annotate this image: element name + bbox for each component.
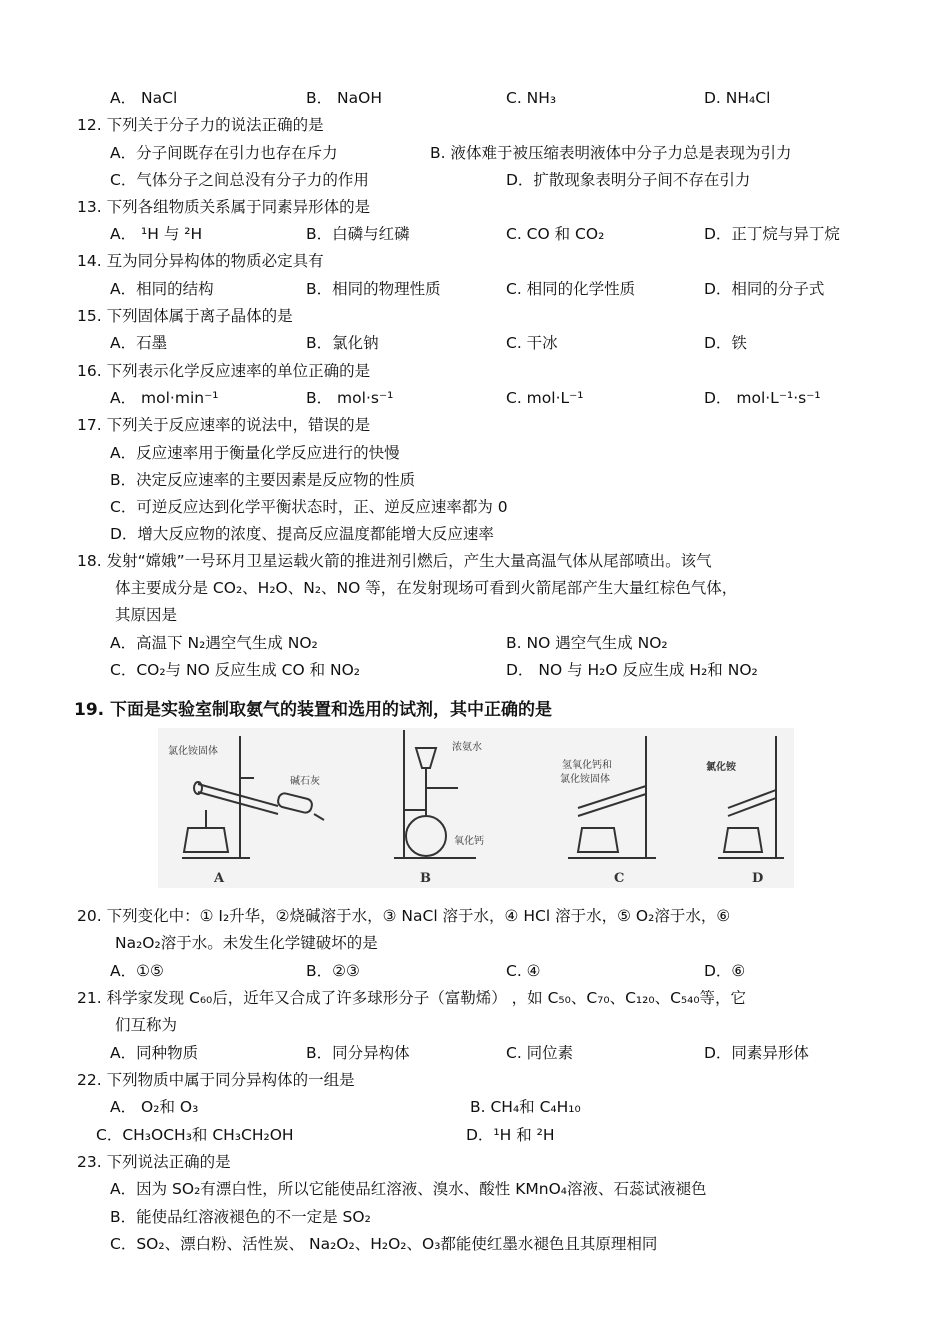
text-line: D．¹H 和 ²H [466, 1126, 555, 1144]
text-line: A．因为 SO₂有漂白性，所以它能使品红溶液、溴水、酸性 KMnO₄溶液、石蕊试液褪色 [110, 1180, 707, 1198]
text-line: A． NaCl [110, 89, 178, 107]
caption-d: D [752, 871, 764, 886]
text-line: Na₂O₂溶于水。未发生化学键破坏的是 [115, 934, 378, 952]
text-line: D. NH₄Cl [704, 89, 771, 107]
text-line: C．气体分子之间总没有分子力的作用 [110, 171, 369, 189]
text-line: D． NO 与 H₂O 反应生成 H₂和 NO₂ [506, 661, 758, 679]
text-line: B．决定反应速率的主要因素是反应物的性质 [110, 471, 416, 489]
text-line: A．同种物质 [110, 1044, 199, 1062]
text-line: B．相同的物理性质 [306, 280, 441, 298]
label-calcium-hydroxide-and: 氢氧化钙和 [562, 760, 612, 771]
text-line: B． mol·s⁻¹ [306, 389, 394, 407]
text-line: A． ¹H 与 ²H [110, 225, 203, 243]
text-line: A．相同的结构 [110, 280, 214, 298]
caption-a: A [214, 871, 225, 886]
text-line: B. NO 遇空气生成 NO₂ [506, 634, 668, 652]
text-line: A．反应速率用于衡量化学反应进行的快慢 [110, 444, 400, 462]
text-line: B．同分异构体 [306, 1044, 410, 1062]
text-line: B．白磷与红磷 [306, 225, 410, 243]
text-line: 20. 下列变化中：① I₂升华，②烧碱溶于水，③ NaCl 溶于水，④ HCl 溶于水，⑤ O₂溶于水，⑥ [77, 907, 731, 925]
text-line: C. NH₃ [506, 89, 557, 107]
text-line: 15. 下列固体属于离子晶体的是 [77, 307, 293, 325]
text-line: 17. 下列关于反应速率的说法中，错误的是 [77, 416, 371, 434]
text-line: D．同素异形体 [704, 1044, 809, 1062]
apparatus-diagram [158, 728, 794, 888]
text-line: C. 相同的化学性质 [506, 280, 636, 298]
text-line: 们互称为 [115, 1016, 178, 1034]
text-line: A．①⑤ [110, 962, 164, 980]
text-line: B． NaOH [306, 89, 383, 107]
text-line: 其原因是 [115, 606, 178, 624]
label-ammonium-chloride: 氯化铵 [706, 762, 736, 773]
text-line: 体主要成分是 CO₂、H₂O、N₂、NO 等，在发射现场可看到火箭尾部产生大量红棕色气体， [115, 579, 738, 597]
text-line: C．SO₂、漂白粉、活性炭、 Na₂O₂、H₂O₂、O₃都能使红墨水褪色且其原理相同 [110, 1235, 658, 1253]
text-line: D．铁 [704, 334, 747, 352]
text-line: C. ④ [506, 962, 541, 980]
text-line: C．CO₂与 NO 反应生成 CO 和 NO₂ [110, 661, 361, 679]
text-line: A． mol·min⁻¹ [110, 389, 219, 407]
text-line: 18. 发射“嫦娥”一号环月卫星运载火箭的推进剂引燃后，产生大量高温气体从尾部喷出。该气 [77, 552, 712, 570]
label-calcium-oxide: 氧化钙 [454, 836, 484, 847]
text-line: D．增大反应物的浓度、提高反应温度都能增大反应速率 [110, 525, 494, 543]
text-line: C. CO 和 CO₂ [506, 225, 605, 243]
text-line: 23. 下列说法正确的是 [77, 1153, 231, 1171]
text-line: B．氯化钠 [306, 334, 379, 352]
text-line: C. 同位素 [506, 1044, 574, 1062]
text-line: 21. 科学家发现 C₆₀后，近年又合成了许多球形分子（富勒烯） ，如 C₅₀、C₇₀、C₁₂₀、C₅₄₀等，它 [77, 989, 747, 1007]
text-line: B．②③ [306, 962, 360, 980]
text-line: D．相同的分子式 [704, 280, 825, 298]
text-line: A．分子间既存在引力也存在斥力 [110, 144, 338, 162]
text-line: 22. 下列物质中属于同分异构体的一组是 [77, 1071, 355, 1089]
text-line: B．能使品红溶液褪色的不一定是 SO₂ [110, 1208, 371, 1226]
text-line: D．扩散现象表明分子间不存在引力 [506, 171, 751, 189]
text-line: B. CH₄和 C₄H₁₀ [470, 1098, 581, 1116]
text-line: C. 干冰 [506, 334, 558, 352]
text-line: 16. 下列表示化学反应速率的单位正确的是 [77, 362, 371, 380]
label-soda-lime: 碱石灰 [290, 776, 320, 787]
text-line: A．石墨 [110, 334, 168, 352]
caption-b: B [420, 871, 431, 886]
label-ammonium-chloride-solid: 氯化铵固体 [168, 746, 218, 757]
text-line: 14. 互为同分异构体的物质必定具有 [77, 252, 324, 270]
text-line: C. mol·L⁻¹ [506, 389, 584, 407]
text-line: 13. 下列各组物质关系属于同素异形体的是 [77, 198, 371, 216]
text-line: 12. 下列关于分子力的说法正确的是 [77, 116, 324, 134]
caption-c: C [614, 871, 625, 886]
text-line: C．CH₃OCH₃和 CH₃CH₂OH [96, 1126, 294, 1144]
question-19-stem: 19. 下面是实验室制取氨气的装置和选用的试剂，其中正确的是 [74, 700, 553, 720]
text-line: C．可逆反应达到化学平衡状态时，正、逆反应速率都为 0 [110, 498, 508, 516]
text-line: D．⑥ [704, 962, 746, 980]
text-line: B. 液体难于被压缩表明液体中分子力总是表现为引力 [430, 144, 792, 162]
apparatus-figure [158, 728, 794, 888]
label-conc-ammonia: 浓氨水 [452, 742, 482, 753]
text-line: A． O₂和 O₃ [110, 1098, 199, 1116]
text-line: A．高温下 N₂遇空气生成 NO₂ [110, 634, 318, 652]
text-line: D．正丁烷与异丁烷 [704, 225, 840, 243]
text-line: D． mol·L⁻¹·s⁻¹ [704, 389, 821, 407]
label-ammonium-chloride-solid-c: 氯化铵固体 [560, 774, 610, 785]
